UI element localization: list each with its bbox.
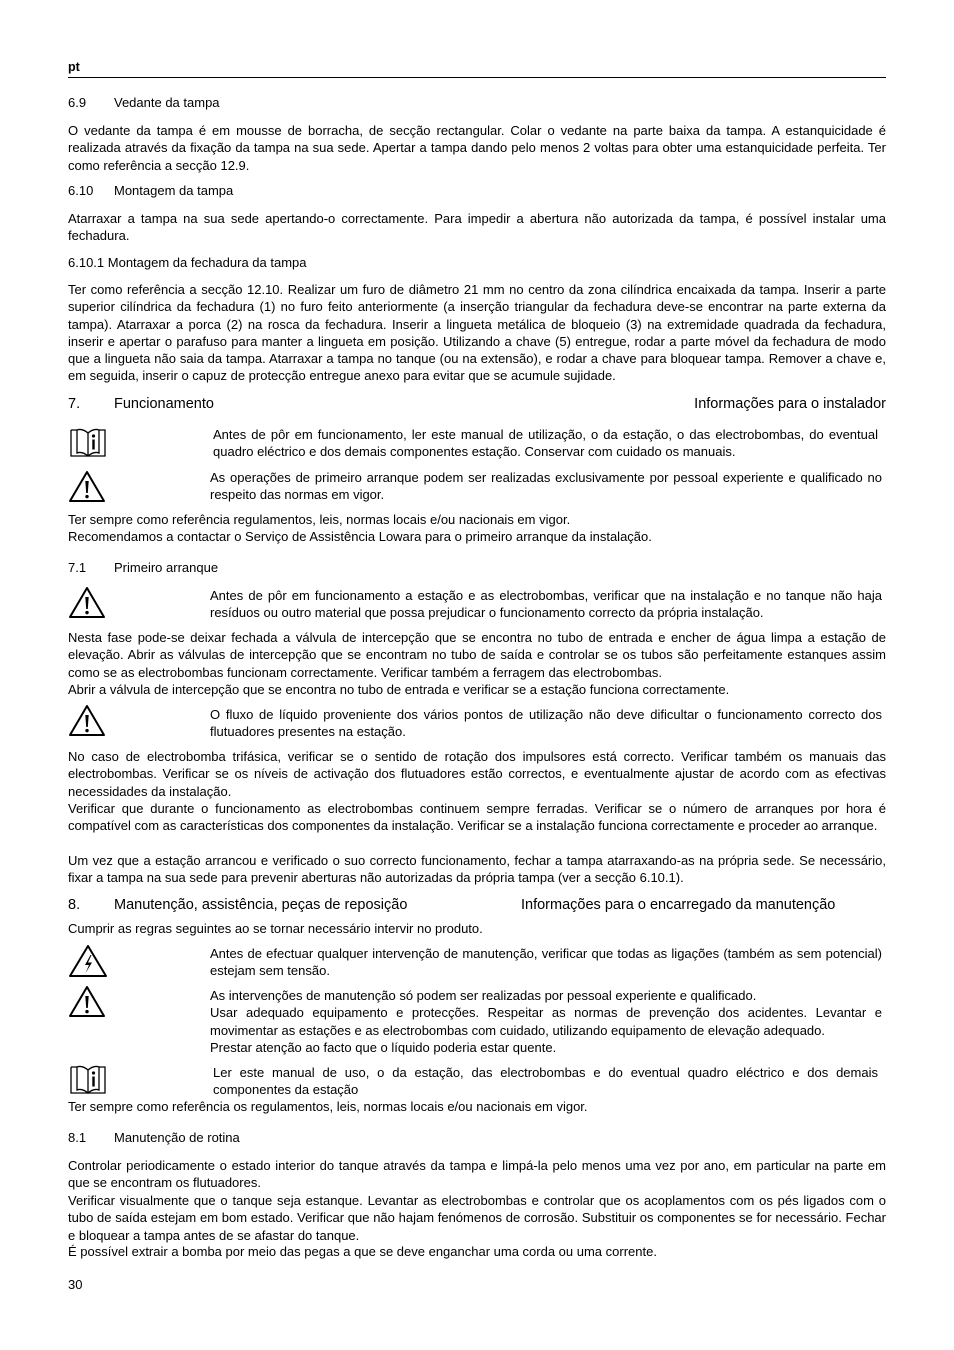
section-7-1-heading — [68, 560, 218, 575]
section-8-1-paragraph: É possível extrair a bomba por meio das pegas a que se deve enganchar uma corda ou uma corrente. — [68, 1244, 657, 1259]
section-7-1-note-warning: Antes de pôr em funcionamento a estação e as electrobombas, verificar que na instalação e no tanque não haja resíduos ou outro material que possa prejudicar o funcionamento correcto da própria instalação. — [210, 588, 882, 621]
section-8-intro: Cumprir as regras seguintes ao se tornar necessário intervir no produto. — [68, 921, 483, 936]
warning-icon — [68, 586, 106, 619]
section-7-note-manual: Antes de pôr em funcionamento, ler este manual de utilização, o da estação, o das electrobombas, do eventual quadro eléctrico e dos demais componentes estação. Conservar com cuidado os manuais. — [213, 427, 878, 460]
section-title: Funcionamento — [114, 396, 214, 412]
warning-icon — [68, 704, 106, 737]
section-8-1-paragraph: Verificar visualmente que o tanque seja estanque. Levantar as electrobombas e controlar que os acoplamentos com os pés ligados com o tubo de saída estejam em bom estado. Verificar que não hajam fenómenos de corrosão. Substituir os componentes se for necessário. Fechar e bloquear a tampa antes de se afastar do tanque. — [68, 1193, 886, 1243]
section-title: Manutenção de rotina — [114, 1130, 240, 1145]
page-number: 30 — [68, 1277, 83, 1292]
language-code: pt — [68, 60, 80, 74]
section-8-1-heading — [68, 1130, 240, 1145]
section-6-10-1-body: Ter como referência a secção 12.10. Realizar um furo de diâmetro 21 mm no centro da zona cilíndrica encaixada da tampa. Inserir a parte superior cilíndrica da fechadura (1) no furo feito anteriormente (a inserção triangular da fechadura deve-se encontrar na parte externa da tampa). Atarraxar a porca (2) na rosca da fechadura. Inserir a lingueta metálica de bloqueio (3) na extremidade quadrada da fechadura, inserir e apertar o parafuso para manter a lingueta em posição. Utilizando a chave (5) entregue, rodar a parte móvel da fechadura de modo que a lingueta não saia da tampa. Atarraxar a tampa no tanque (ou na extensão), e rodar a chave para bloquear tampa. Remover a chave e, em seguida, inserir o capuz de protecção entregue anexo para evitar que se acumule sujidade. — [68, 282, 886, 384]
section-number: 7. — [68, 396, 81, 412]
section-8-1-paragraph: Controlar periodicamente o estado interior do tanque através da tampa e limpá-la pelo menos uma vez por ano, em particular na parte em que se encontram os flutuadores. — [68, 1158, 886, 1191]
section-title: Primeiro arranque — [114, 560, 219, 575]
section-6-9-heading — [68, 95, 220, 110]
section-8-note-manual: Ler este manual de uso, o da estação, das electrobombas e do eventual quadro eléctrico e dos demais componentes da estação — [213, 1065, 878, 1098]
section-7-1-paragraph: Abrir a válvula de intercepção que se encontra no tubo de entrada e verificar se a estação funciona correctamente. — [68, 682, 730, 697]
section-7-note-warning: As operações de primeiro arranque podem ser realizadas exclusivamente por pessoal experiente e qualificado no respeito das normas em vigor. — [210, 470, 882, 503]
section-title: Manutenção, assistência, peças de reposição — [114, 897, 408, 913]
section-number: 6.10 — [68, 183, 94, 198]
section-number: 8. — [68, 897, 81, 913]
electrical-hazard-icon — [68, 944, 108, 978]
section-7-1-paragraph: Verificar que durante o funcionamento as electrobombas continuem sempre ferradas. Verificar se o número de arranques por hora é compatível com as características dos componentes da instalação. Verificar se a instalação funciona correctamente e proceder ao arranque. — [68, 801, 886, 834]
warning-icon — [68, 985, 106, 1018]
warning-icon — [68, 470, 106, 503]
section-title: Montagem da tampa — [114, 183, 234, 198]
section-8-heading — [68, 897, 886, 913]
manual-book-icon — [68, 1062, 108, 1096]
section-7-1-note-warning: O fluxo de líquido proveniente dos vários pontos de utilização não deve dificultar o funcionamento correcto dos flutuadores presentes na estação. — [210, 707, 882, 740]
section-8-note-warning — [210, 987, 882, 1056]
section-7-1-paragraph: No caso de electrobomba trifásica, verificar se o sentido de rotação dos impulsores está correcto. Verificar também os manuais das electrobombas. Verificar se os níveis de activação dos flutuadores estão correctos, e eventualmente ajustar de acordo com as efectivas necessidades da instalação. — [68, 749, 886, 799]
section-7-body-2: Recomendamos a contactar o Serviço de Assistência Lowara para o primeiro arranque da instalação. — [68, 529, 652, 544]
section-audience: Informações para o encarregado da manutenção — [521, 897, 836, 913]
section-6-10-body: Atarraxar a tampa na sua sede apertando-o correctamente. Para impedir a abertura não autorizada da tampa, é possível instalar uma fechadura. — [68, 211, 886, 244]
section-7-body: Ter sempre como referência regulamentos, leis, normas locais e/ou nacionais em vigor. — [68, 512, 571, 527]
section-6-10-heading — [68, 183, 233, 198]
section-audience: Informações para o instalador — [694, 396, 886, 412]
section-8-body: Ter sempre como referência os regulamentos, leis, normas locais e/ou nacionais em vigor. — [68, 1099, 588, 1114]
section-title: Vedante da tampa — [114, 95, 220, 110]
section-number: 7.1 — [68, 560, 87, 575]
note-line: Usar adequado equipamento e protecções. Respeitar as normas de prevenção dos acidentes. Levantar e movimentar as estações e as electrobombas com cuidado, utilizando equipamento de elevação adequado. — [210, 1005, 882, 1038]
section-number: 6.9 — [68, 95, 87, 110]
section-6-10-1-heading: 6.10.1 Montagem da fechadura da tampa — [68, 255, 307, 270]
section-7-1-paragraph: Nesta fase pode-se deixar fechada a válvula de intercepção que se encontra no tubo de entrada e encher de água limpa a estação de elevação. Abrir as válvulas de intercepção que se encontram no tubo de saída e controlar se os tubos são perfeitamente estanques assim como se as electrobombas funcionam correctamente. Verificar também a ferragem das electrobombas. — [68, 630, 886, 680]
section-7-1-paragraph: Um vez que a estação arrancou e verificado o suo correcto funcionamento, fechar a tampa atarraxando-as na própria sede. Se necessário, fixar a tampa na sua sede para prevenir aberturas não autorizadas da própria tampa (ver a secção 6.10.1). — [68, 853, 886, 886]
section-number: 8.1 — [68, 1130, 87, 1145]
section-8-note-electrical: Antes de efectuar qualquer intervenção de manutenção, verificar que todas as ligações (também as sem potencial) estejam sem tensão. — [210, 946, 882, 979]
header-rule — [68, 77, 886, 78]
note-line: Prestar atenção ao facto que o líquido poderia estar quente. — [210, 1039, 557, 1055]
manual-book-icon — [68, 425, 108, 459]
section-7-heading — [68, 396, 886, 412]
note-line: As intervenções de manutenção só podem ser realizadas por pessoal experiente e qualificado. — [210, 988, 757, 1003]
section-6-9-body: O vedante da tampa é em mousse de borracha, de secção rectangular. Colar o vedante na parte baixa da tampa. A estanquicidade é realizada através da fixação da tampa na sua sede. Apertar a tampa dando pelo menos 2 voltas para obter uma estanquicidade perfeita. Ter como referência a secção 12.9. — [68, 123, 886, 173]
